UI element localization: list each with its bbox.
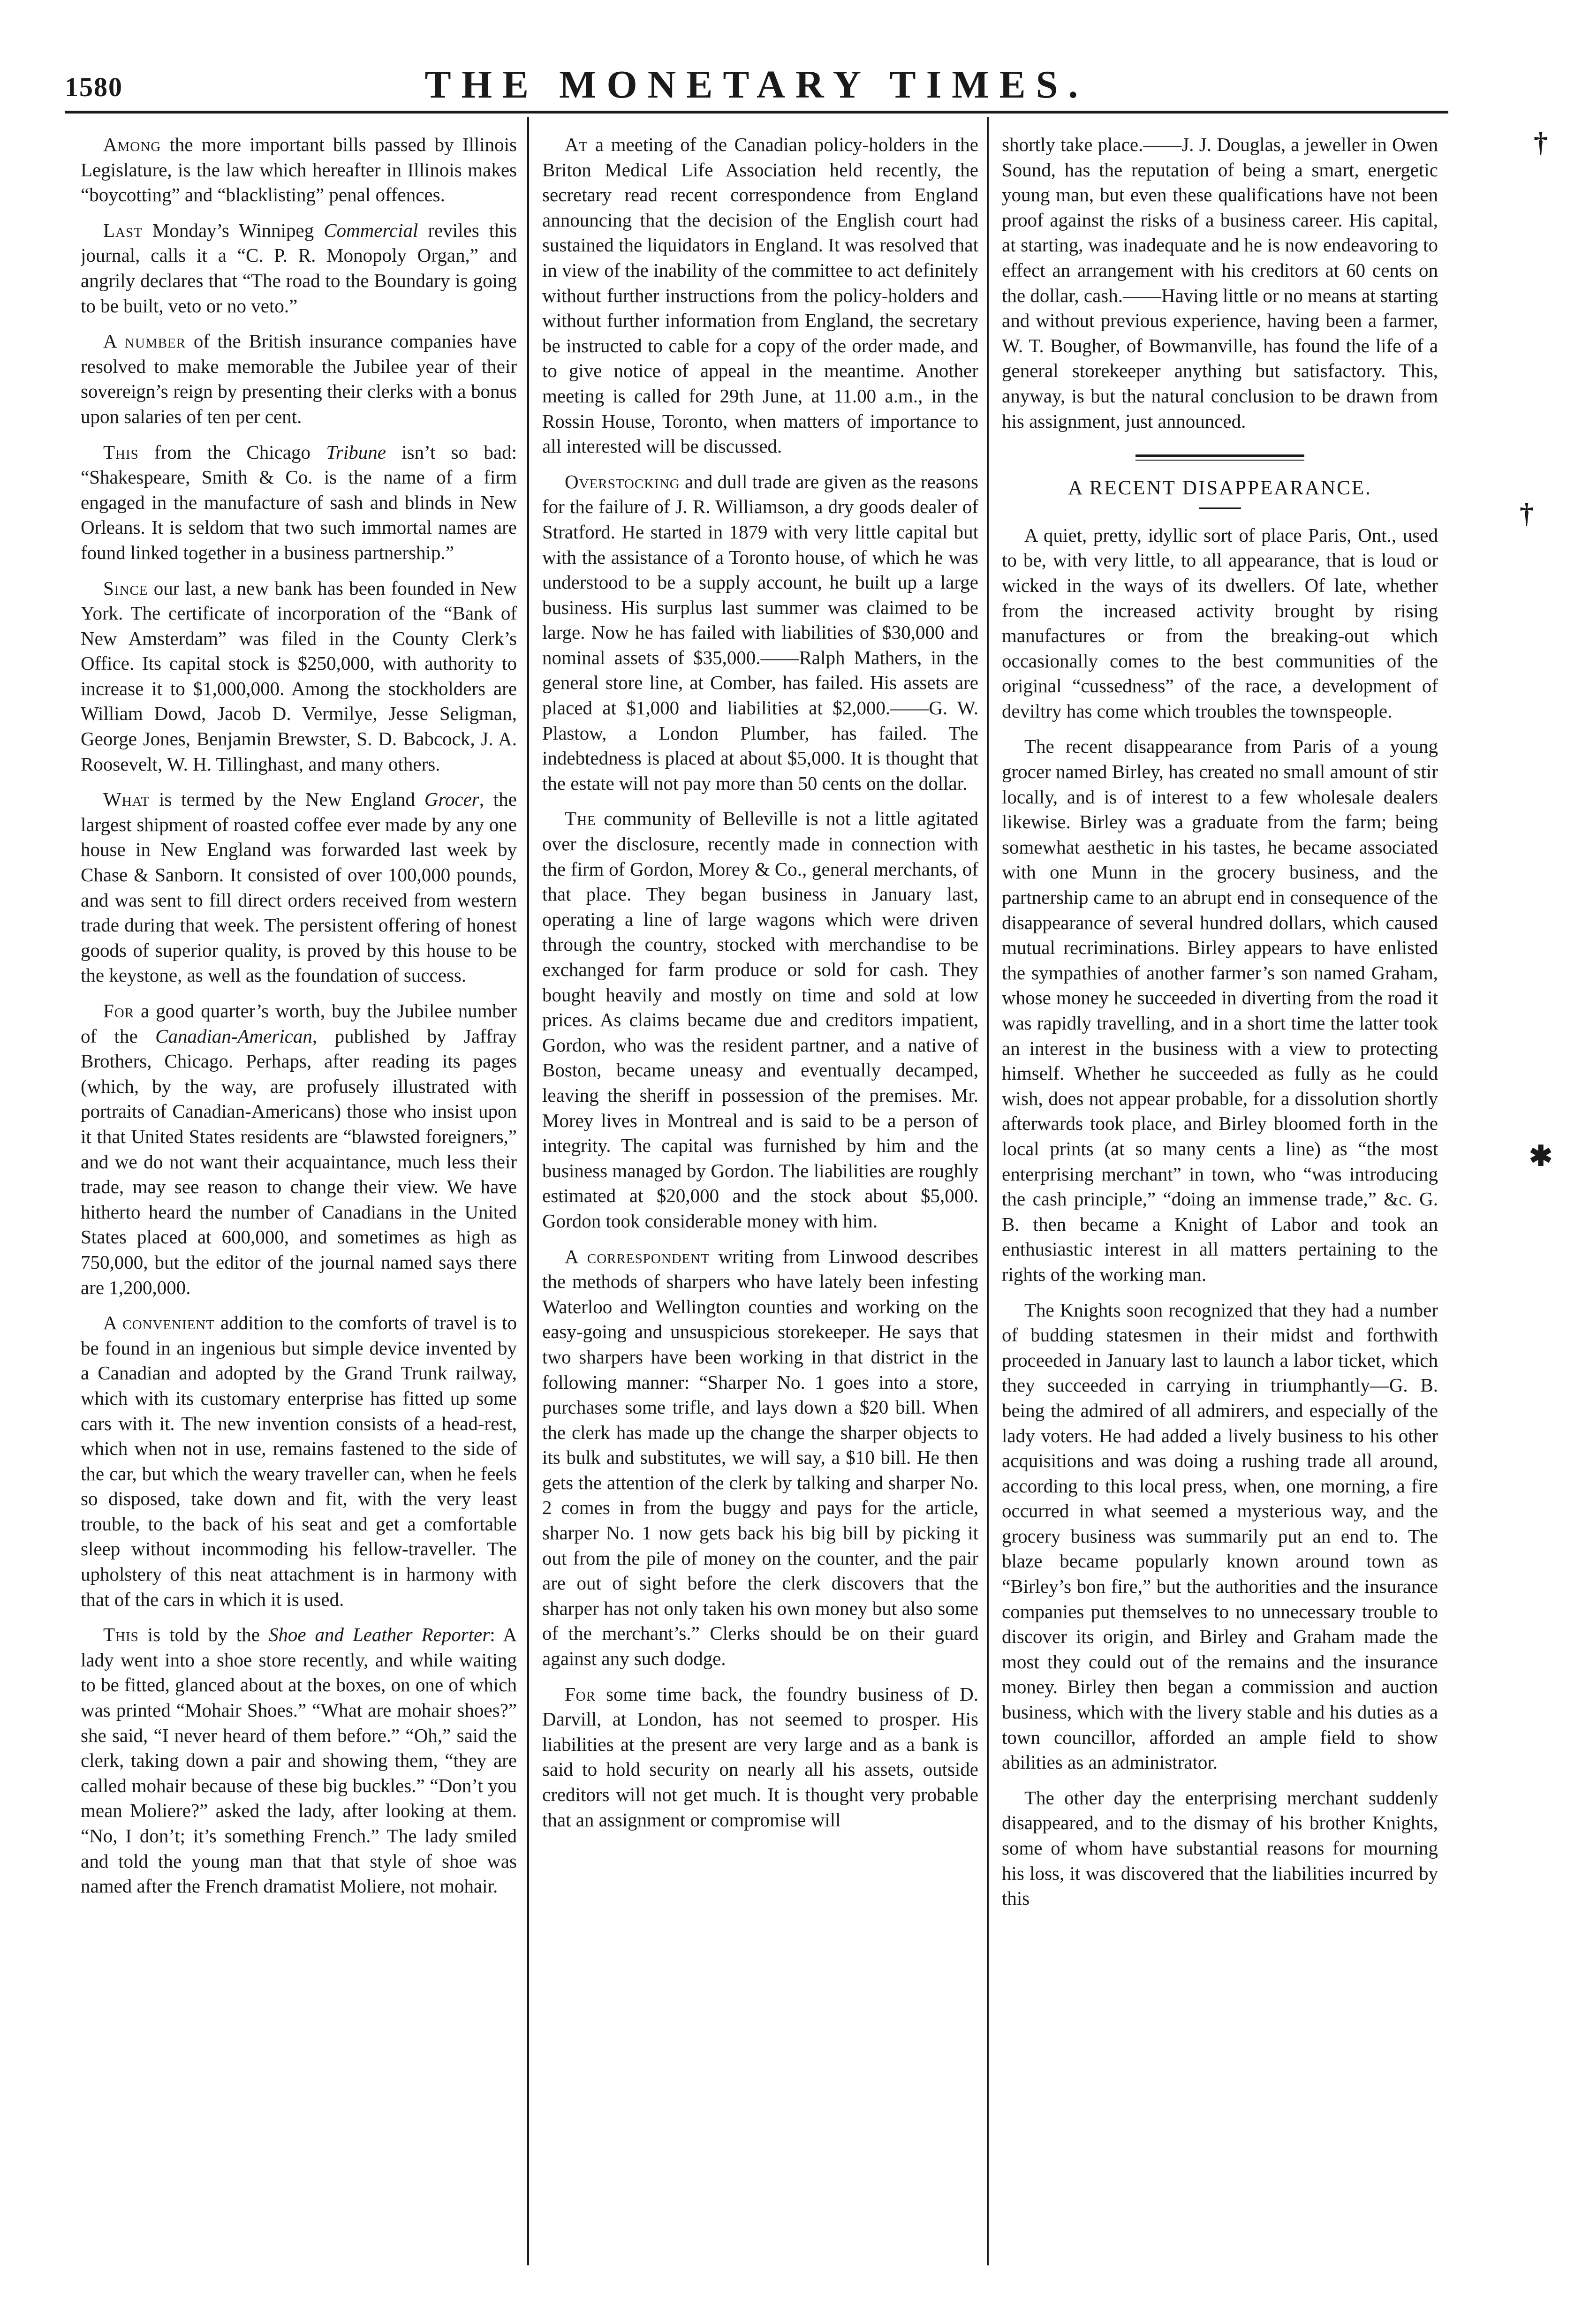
article-heading: A RECENT DISAPPEARANCE. bbox=[1068, 477, 1372, 500]
header-rule bbox=[65, 111, 1448, 114]
paragraph: Since our last, a new bank has been founded in New York. The certificate of incorporation of the “Bank of New Amsterdam” was filed in the County Clerk’s Office. Its capital stock is $250,000, with authority to increase it to $1,000,000. Among the stockholders are William Dowd, Jacob D. Vermilye, Jesse Seligman, George Jones, Benjamin Brewster, S. D. Babcock, J. A. Roosevelt, W. H. Tillinghast, and many others. bbox=[81, 577, 517, 775]
paragraph: A number of the British insurance companies have resolved to make memorable the Jubilee year of their sovereign’s reign by presenting their clerks with a bonus upon salaries of ten per cent. bbox=[81, 330, 517, 427]
paragraph: The recent disappearance from Paris of a young grocer named Birley, has created no small amount of stir locally, and is of interest to a few wholesale dealers likewise. Birley was a graduate from the farm; being somewhat aesthetic in his tastes, he became associated with one Munn in the grocery business, and the partnership came to an abrupt end in consequence of the disappearance of several hundred dollars, which caused mutual recriminations. Birley appears to have enlisted the sympathies of another farmer’s son named Graham, whose money he succeeded in diverting from the road it was rapidly travelling, and in a short time the latter took an interest in the business with a view to protecting himself. Whether he succeeded as fully as he could wish, does not appear probable, for a dissolution shortly afterwards took place, and Birley bloomed forth in the local prints (at so many cents a line) as “the most enterprising merchant” in town, who “was introducing the cash principle,” “doing an immense trade,” &c. G. B. then became a Knight of Labor and took an enthusiastic interest in all matters pertaining to the rights of the working man. bbox=[1002, 735, 1438, 1285]
paragraph: What is termed by the New England Grocer, the largest shipment of roasted coffee ever made by any one house in New England was forwarded last week by Chase & Sanborn. It consisted of over 100,000 pounds, and was sent to fill direct orders received from western trade during that week. The persistent offering of honest goods of superior quality, is proved by this house to be the keystone, as well as the foundation of success. bbox=[81, 788, 517, 986]
paragraph: The other day the enterprising merchant suddenly disappeared, and to the dismay of his brother Knights, some of whom have substantial reasons for mourning his loss, it was discovered that the liabilities incurred by this bbox=[1002, 1787, 1438, 1909]
section-divider bbox=[1135, 454, 1304, 461]
paragraph: The Knights soon recognized that they had a number of budding statesmen in their midst and forthwith proceeded in January last to launch a labor ticket, which they succeeded in carrying in triumphantly—G. B. being the admired of all admirers, and especially of the lady voters. He had added a lively business to his other acquisitions and was doing a rushing trade all around, according to this local press, when, one morning, a fire occurred in what seemed a mysterious way, and the grocery business was summarily put an end to. The blaze became popularly known around town as “Birley’s bon fire,” but the authorities and the insurance companies put themselves to no unnecessary trouble to discover its origin, and Birley and Graham made the most they could out of the remains and the insurance money. Birley then began a commission and auction business, which with the livery stable and his duties as a town councillor, afforded an ample field to show abilities as an administrator. bbox=[1002, 1299, 1438, 1773]
column-1 bbox=[81, 132, 517, 2271]
paragraph: For some time back, the foundry business of D. Darvill, at London, has not seemed to prosper. His liabilities at the present are very large and as a bank is said to hold security on nearly all his assets, outside creditors will not get much. It is thought very probable that an assignment or compromise will bbox=[542, 1683, 978, 1831]
paragraph: A quiet, pretty, idyllic sort of place Paris, Ont., used to be, with very little, to all appearance, that is loud or wicked in the ways of its dwellers. Of late, whether from the increased activity brought by rising manufactures or from the breaking-out which occasionally comes to the best communities of the original “cussedness” of the race, a development of deviltry has come which troubles the townspeople. bbox=[1002, 524, 1438, 722]
paragraph: This from the Chicago Tribune isn’t so bad: “Shakespeare, Smith & Co. is the name of a firm engaged in the manufacture of sash and blinds in New Orleans. It is seldom that two such immortal names are found linked together in a business partnership.” bbox=[81, 441, 517, 563]
margin-mark: † bbox=[1520, 498, 1534, 529]
paragraph: shortly take place.——J. J. Douglas, a jeweller in Owen Sound, has the reputation of being a smart, energetic young man, but even these qualifications have not been proof against the risks of a business career. His capital, at starting, was inadequate and he is now endeavoring to effect an arrangement with his creditors at 60 cents on the dollar, cash.——Having little or no means at starting and without previous experience, having been a farmer, W. T. Bougher, of Bowmanville, has found the life of a general storekeeper anything but satisfactory. This, anyway, is but the natural conclusion to be drawn from his assignment, just announced. bbox=[1002, 134, 1438, 432]
masthead-title: THE MONETARY TIMES. bbox=[424, 63, 1089, 106]
column-2 bbox=[542, 132, 978, 2271]
margin-mark: † bbox=[1534, 127, 1548, 158]
paragraph: This is told by the Shoe and Leather Reporter: A lady went into a shoe store recently, and while waiting to be fitted, glanced about at the boxes, on one of which was printed “Mohair Shoes.” “What are mohair shoes?” she said, “I never heard of them before.” “Oh,” said the clerk, taking down a pair and showing them, “they are called mohair because of these big buckles.” “Don’t you mean Moliere?” asked the lady, after looking at them. “No, I don’t; it’s something French.” The lady smiled and told the young man that that style of shoe was named after the French dramatist Moliere, not mohair. bbox=[81, 1624, 517, 1897]
page-number: 1580 bbox=[65, 72, 123, 102]
page-header bbox=[65, 55, 1448, 107]
paragraph: A convenient addition to the comforts of travel is to be found in an ingenious but simple device invented by a Canadian and adopted by the Grand Trunk railway, which with its customary enterprise has fitted up some cars with it. The new invention consists of a head-rest, which when not in use, remains fastened to the side of the car, but which the weary traveller can, when he feels so disposed, take down and fit, with the very least trouble, to the back of his seat and get a comfortable sleep without incommoding his fellow-traveller. The upholstery of this neat attachment is in harmony with that of the cars in which it is used. bbox=[81, 1312, 517, 1610]
column-3 bbox=[1002, 132, 1438, 2271]
paragraph: Overstocking and dull trade are given as the reasons for the failure of J. R. Williamson, a dry goods dealer of Stratford. He started in 1879 with very little capital but with the assistance of a Toronto house, of which he was understood to be a supply account, he built up a large business. His surplus last summer was claimed to be large. Now he has failed with liabilities of $30,000 and nominal assets of $35,000.——Ralph Mathers, in the general store line, at Comber, has failed. His assets are placed at $1,000 and liabilities at $2,000.——G. W. Plastow, a London Plumber, has failed. The indebtedness is placed at about $5,000. It is thought that the estate will not pay more than 50 cents on the dollar. bbox=[542, 470, 978, 794]
paragraph: For a good quarter’s worth, buy the Jubilee number of the Canadian-American, published by Jaffray Brothers, Chicago. Perhaps, after reading its pages (which, by the way, are profusely illustrated with portraits of Canadian-Americans) those who insist upon it that United States residents are “blawsted foreigners,” and we do not want their acquaintance, much less their trade, may see reason to change their view. We have hitherto heard the number of Canadians in the United States placed at 600,000, and sometimes as high as 750,000, but the editor of the journal named says there are 1,200,000. bbox=[81, 1000, 517, 1298]
margin-mark: ✱ bbox=[1529, 1141, 1553, 1172]
paragraph: The community of Belleville is not a little agitated over the disclosure, recently made in connection with the firm of Gordon, Morey & Co., general merchants, of that place. They began business in January last, operating a line of large wagons which were driven through the country, stocked with merchandise to be exchanged for farm produce or sold for cash. They bought heavily and mostly on time and sold at low prices. As claims became due and creditors impatient, Gordon, who was the resident partner, and a native of Boston, became uneasy and eventually decamped, leaving the sheriff in possession of the premises. Mr. Morey lives in Montreal and is said to be a person of integrity. The capital was furnished by him and the business managed by Gordon. The liabilities are roughly estimated at $20,000 and the stock about $5,000. Gordon took considerable money with him. bbox=[542, 808, 978, 1232]
column-rule-2 bbox=[987, 117, 989, 2265]
heading-rule bbox=[1199, 507, 1241, 509]
paragraph: Last Monday’s Winnipeg Commercial reviles this journal, calls it a “C. P. R. Monopoly Organ,” and angrily declares that “The road to the Boundary is going to be built, veto or no veto.” bbox=[81, 219, 517, 317]
paragraph: Among the more important bills passed by Illinois Legislature, is the law which hereafter in Illinois makes “boycotting” and “blacklisting” penal offences. bbox=[81, 134, 517, 206]
column-rule-1 bbox=[527, 117, 529, 2265]
paragraph: At a meeting of the Canadian policy-holders in the Briton Medical Life Association held recently, the secretary read recent correspondence from England announcing that the decision of the English court had sustained the liquidators in England. It was resolved that in view of the inability of the committee to act definitely without further instructions from the policy-holders and without further information from England, the secretary be instructed to cable for a copy of the order made, and to give notice of appeal in the meantime. Another meeting is called for 29th June, at 11.00 a.m., in the Rossin House, Toronto, when matters of importance to all interested will be discussed. bbox=[542, 134, 978, 457]
paragraph: A correspondent writing from Linwood describes the methods of sharpers who have lately been infesting Waterloo and Wellington counties and working on the easy-going and unsuspicious storekeeper. He says that two sharpers have been working in that district in the following manner: “Sharper No. 1 goes into a store, purchases some trifle, and lays down a $20 bill. When the clerk has made up the change the sharper objects to its bulk and substitutes, we will say, a $10 bill. He then gets the attention of the clerk by talking and sharper No. 2 comes in from the buggy and pays for the article, sharper No. 1 now gets back his big bill by picking it out from the pile of money on the counter, and the pair are out of sight before the clerk discovers that the sharper has not only taken his own money but also some of the merchant’s.” Clerks should be on their guard against any such dodge. bbox=[542, 1245, 978, 1670]
